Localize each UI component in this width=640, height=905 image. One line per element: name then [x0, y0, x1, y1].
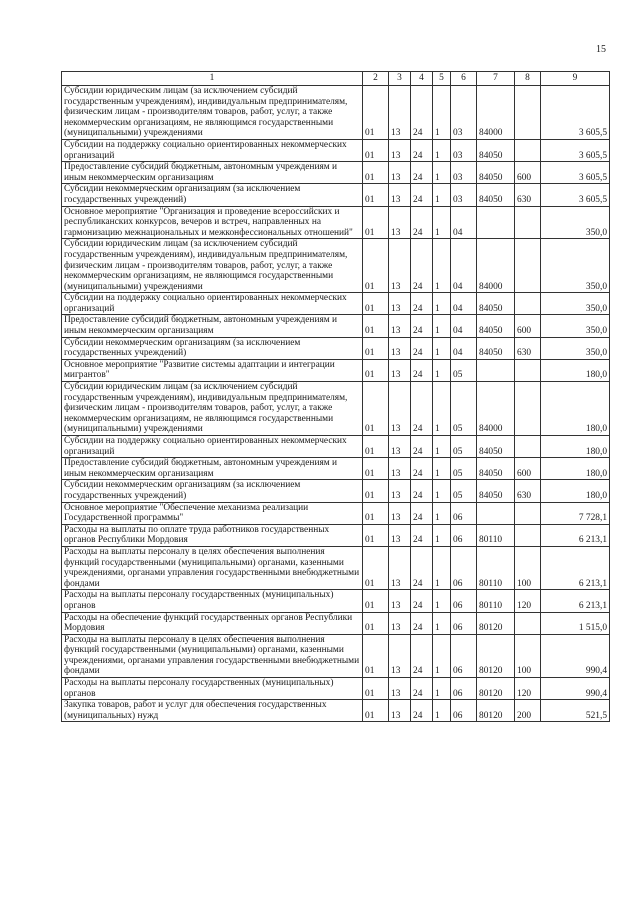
table-row — [62, 678, 610, 700]
subprogram-code: 1 — [433, 86, 451, 140]
expense-type-code: 630 — [515, 480, 541, 502]
expense-type-code: 630 — [515, 337, 541, 359]
direction-code: 80120 — [477, 612, 515, 634]
direction-code — [477, 502, 515, 524]
event-code: 05 — [451, 458, 477, 480]
subsection-code: 13 — [389, 458, 411, 480]
subsection-code: 13 — [389, 480, 411, 502]
section-code: 01 — [363, 139, 389, 161]
subsection-code: 13 — [389, 184, 411, 206]
column-header: 2 — [363, 72, 389, 86]
expense-type-code: 100 — [515, 546, 541, 589]
subprogram-code: 1 — [433, 337, 451, 359]
event-code: 06 — [451, 678, 477, 700]
row-description: Закупка товаров, работ и услуг для обеспечения государственных (муниципальных) нужд — [62, 700, 363, 722]
subprogram-code: 1 — [433, 315, 451, 337]
subsection-code: 13 — [389, 206, 411, 239]
subsection-code: 13 — [389, 86, 411, 140]
program-code: 24 — [411, 337, 433, 359]
row-description: Предоставление субсидий бюджетным, автономным учреждениям и иным некоммерческим организациям — [62, 162, 363, 184]
section-code: 01 — [363, 239, 389, 293]
amount: 521,5 — [541, 700, 610, 722]
direction-code: 80110 — [477, 546, 515, 589]
subprogram-code: 1 — [433, 359, 451, 381]
program-code: 24 — [411, 139, 433, 161]
event-code: 03 — [451, 184, 477, 206]
amount: 1 515,0 — [541, 612, 610, 634]
expense-type-code — [515, 359, 541, 381]
program-code: 24 — [411, 206, 433, 239]
row-description: Субсидии некоммерческим организациям (за исключением государственных учреждений) — [62, 184, 363, 206]
row-description: Субсидии на поддержку социально ориентированных некоммерческих организаций — [62, 293, 363, 315]
amount: 180,0 — [541, 480, 610, 502]
row-description: Основное мероприятие "Организация и проведение всероссийских и республиканских конкурсов, вечеров и встреч, направленных на гармонизацию межнациональных и межконфессиональных отношений" — [62, 206, 363, 239]
subprogram-code: 1 — [433, 634, 451, 677]
program-code: 24 — [411, 162, 433, 184]
section-code: 01 — [363, 524, 389, 546]
event-code: 06 — [451, 590, 477, 612]
section-code: 01 — [363, 502, 389, 524]
event-code: 04 — [451, 239, 477, 293]
event-code: 06 — [451, 612, 477, 634]
amount: 3 605,5 — [541, 184, 610, 206]
program-code: 24 — [411, 239, 433, 293]
direction-code: 80120 — [477, 634, 515, 677]
event-code: 04 — [451, 293, 477, 315]
event-code: 03 — [451, 86, 477, 140]
column-header: 3 — [389, 72, 411, 86]
table-header-row — [62, 72, 610, 86]
table-row — [62, 337, 610, 359]
section-code: 01 — [363, 634, 389, 677]
program-code: 24 — [411, 502, 433, 524]
program-code: 24 — [411, 524, 433, 546]
amount: 990,4 — [541, 634, 610, 677]
program-code: 24 — [411, 458, 433, 480]
expense-type-code: 120 — [515, 678, 541, 700]
direction-code: 84050 — [477, 139, 515, 161]
expense-type-code: 600 — [515, 162, 541, 184]
row-description: Субсидии юридическим лицам (за исключением субсидий государственным учреждениям), индивидуальным предпринимателям, физическим лицам - производителям товаров, работ, услуг, а также некоммерческим организациям, не являющимся государственными (муниципальными) учреждениями — [62, 382, 363, 436]
table-row — [62, 139, 610, 161]
subsection-code: 13 — [389, 293, 411, 315]
row-description: Субсидии юридическим лицам (за исключением субсидий государственным учреждениям), индивидуальным предпринимателям, физическим лицам - производителям товаров, работ, услуг, а также некоммерческим организациям, не являющимся государственными (муниципальными) учреждениями — [62, 86, 363, 140]
column-header: 1 — [62, 72, 363, 86]
amount: 180,0 — [541, 359, 610, 381]
column-header: 4 — [411, 72, 433, 86]
event-code: 06 — [451, 524, 477, 546]
expense-type-code — [515, 382, 541, 436]
direction-code — [477, 359, 515, 381]
row-description: Расходы на выплаты персоналу государственных (муниципальных) органов — [62, 678, 363, 700]
direction-code: 84050 — [477, 293, 515, 315]
row-description: Предоставление субсидий бюджетным, автономным учреждениям и иным некоммерческим организациям — [62, 315, 363, 337]
event-code: 03 — [451, 139, 477, 161]
subprogram-code: 1 — [433, 480, 451, 502]
section-code: 01 — [363, 293, 389, 315]
event-code: 03 — [451, 162, 477, 184]
table-row — [62, 206, 610, 239]
subsection-code: 13 — [389, 436, 411, 458]
program-code: 24 — [411, 436, 433, 458]
subprogram-code: 1 — [433, 590, 451, 612]
subsection-code: 13 — [389, 382, 411, 436]
column-header: 7 — [477, 72, 515, 86]
row-description: Субсидии на поддержку социально ориентированных некоммерческих организаций — [62, 436, 363, 458]
subprogram-code: 1 — [433, 382, 451, 436]
row-description: Субсидии некоммерческим организациям (за исключением государственных учреждений) — [62, 337, 363, 359]
table-row — [62, 700, 610, 722]
subsection-code: 13 — [389, 162, 411, 184]
direction-code: 84050 — [477, 162, 515, 184]
table-row — [62, 634, 610, 677]
subprogram-code: 1 — [433, 206, 451, 239]
section-code: 01 — [363, 546, 389, 589]
section-code: 01 — [363, 678, 389, 700]
subsection-code: 13 — [389, 524, 411, 546]
program-code: 24 — [411, 612, 433, 634]
amount: 7 728,1 — [541, 502, 610, 524]
row-description: Основное мероприятие "Обеспечение механизма реализации Государственной программы" — [62, 502, 363, 524]
subsection-code: 13 — [389, 359, 411, 381]
expense-type-code — [515, 502, 541, 524]
expense-type-code — [515, 436, 541, 458]
program-code: 24 — [411, 546, 433, 589]
program-code: 24 — [411, 590, 433, 612]
section-code: 01 — [363, 382, 389, 436]
program-code: 24 — [411, 359, 433, 381]
section-code: 01 — [363, 206, 389, 239]
row-description: Субсидии на поддержку социально ориентированных некоммерческих организаций — [62, 139, 363, 161]
event-code: 06 — [451, 634, 477, 677]
expense-type-code — [515, 86, 541, 140]
row-description: Субсидии юридическим лицам (за исключением субсидий государственным учреждениям), индивидуальным предпринимателям, физическим лицам - производителям товаров, работ, услуг, а также некоммерческим организациям, не являющимся государственными (муниципальными) учреждениями — [62, 239, 363, 293]
subprogram-code: 1 — [433, 139, 451, 161]
program-code: 24 — [411, 678, 433, 700]
amount: 6 213,1 — [541, 590, 610, 612]
amount: 3 605,5 — [541, 86, 610, 140]
subprogram-code: 1 — [433, 162, 451, 184]
event-code: 04 — [451, 206, 477, 239]
row-description: Основное мероприятие "Развитие системы адаптации и интеграции мигрантов" — [62, 359, 363, 381]
expense-type-code: 600 — [515, 315, 541, 337]
table-row — [62, 184, 610, 206]
subsection-code: 13 — [389, 239, 411, 293]
event-code: 04 — [451, 337, 477, 359]
budget-table — [61, 71, 610, 722]
direction-code: 84000 — [477, 382, 515, 436]
section-code: 01 — [363, 700, 389, 722]
direction-code: 84000 — [477, 239, 515, 293]
direction-code — [477, 206, 515, 239]
subprogram-code: 1 — [433, 524, 451, 546]
event-code: 06 — [451, 502, 477, 524]
event-code: 05 — [451, 436, 477, 458]
direction-code: 84050 — [477, 315, 515, 337]
amount: 180,0 — [541, 382, 610, 436]
row-description: Расходы на выплаты персоналу государственных (муниципальных) органов — [62, 590, 363, 612]
program-code: 24 — [411, 480, 433, 502]
row-description: Предоставление субсидий бюджетным, автономным учреждениям и иным некоммерческим организациям — [62, 458, 363, 480]
section-code: 01 — [363, 86, 389, 140]
subprogram-code: 1 — [433, 293, 451, 315]
column-header: 5 — [433, 72, 451, 86]
section-code: 01 — [363, 436, 389, 458]
amount: 3 605,5 — [541, 139, 610, 161]
event-code: 06 — [451, 546, 477, 589]
page-number: 15 — [596, 44, 606, 55]
expense-type-code — [515, 293, 541, 315]
amount: 350,0 — [541, 337, 610, 359]
direction-code: 84050 — [477, 184, 515, 206]
expense-type-code — [515, 524, 541, 546]
subsection-code: 13 — [389, 315, 411, 337]
expense-type-code — [515, 206, 541, 239]
table-row — [62, 86, 610, 140]
section-code: 01 — [363, 337, 389, 359]
direction-code: 80120 — [477, 700, 515, 722]
table-row — [62, 612, 610, 634]
section-code: 01 — [363, 359, 389, 381]
direction-code: 84050 — [477, 458, 515, 480]
section-code: 01 — [363, 315, 389, 337]
amount: 3 605,5 — [541, 162, 610, 184]
subprogram-code: 1 — [433, 700, 451, 722]
event-code: 05 — [451, 359, 477, 381]
program-code: 24 — [411, 293, 433, 315]
section-code: 01 — [363, 184, 389, 206]
table-row — [62, 480, 610, 502]
row-description: Расходы на обеспечение функций государственных органов Республики Мордовия — [62, 612, 363, 634]
subprogram-code: 1 — [433, 678, 451, 700]
expense-type-code: 600 — [515, 458, 541, 480]
section-code: 01 — [363, 612, 389, 634]
event-code: 04 — [451, 315, 477, 337]
subsection-code: 13 — [389, 139, 411, 161]
expense-type-code — [515, 239, 541, 293]
expense-type-code — [515, 139, 541, 161]
section-code: 01 — [363, 480, 389, 502]
direction-code: 84000 — [477, 86, 515, 140]
subsection-code: 13 — [389, 678, 411, 700]
table-row — [62, 359, 610, 381]
event-code: 06 — [451, 700, 477, 722]
direction-code: 84050 — [477, 480, 515, 502]
subprogram-code: 1 — [433, 436, 451, 458]
expense-type-code — [515, 612, 541, 634]
section-code: 01 — [363, 458, 389, 480]
table-row — [62, 436, 610, 458]
subsection-code: 13 — [389, 634, 411, 677]
program-code: 24 — [411, 634, 433, 677]
subsection-code: 13 — [389, 546, 411, 589]
amount: 350,0 — [541, 293, 610, 315]
table-row — [62, 293, 610, 315]
column-header: 8 — [515, 72, 541, 86]
table-row — [62, 546, 610, 589]
subprogram-code: 1 — [433, 546, 451, 589]
amount: 350,0 — [541, 315, 610, 337]
amount: 990,4 — [541, 678, 610, 700]
expense-type-code: 200 — [515, 700, 541, 722]
direction-code: 80110 — [477, 590, 515, 612]
program-code: 24 — [411, 184, 433, 206]
table-body — [62, 86, 610, 722]
table-row — [62, 382, 610, 436]
event-code: 05 — [451, 480, 477, 502]
expense-type-code: 630 — [515, 184, 541, 206]
row-description: Расходы на выплаты по оплате труда работников государственных органов Республики Мордовия — [62, 524, 363, 546]
subprogram-code: 1 — [433, 239, 451, 293]
subsection-code: 13 — [389, 337, 411, 359]
section-code: 01 — [363, 590, 389, 612]
event-code: 05 — [451, 382, 477, 436]
row-description: Субсидии некоммерческим организациям (за исключением государственных учреждений) — [62, 480, 363, 502]
amount: 6 213,1 — [541, 546, 610, 589]
table-row — [62, 239, 610, 293]
table-row — [62, 315, 610, 337]
expense-type-code: 100 — [515, 634, 541, 677]
amount: 180,0 — [541, 458, 610, 480]
direction-code: 84050 — [477, 337, 515, 359]
subsection-code: 13 — [389, 700, 411, 722]
row-description: Расходы на выплаты персоналу в целях обеспечения выполнения функций государственными (муниципальными) органами, казенными учреждениями, органами управления государственными внебюджетными фондами — [62, 634, 363, 677]
program-code: 24 — [411, 700, 433, 722]
row-description: Расходы на выплаты персоналу в целях обеспечения выполнения функций государственными (муниципальными) органами, казенными учреждениями, органами управления государственными внебюджетными фондами — [62, 546, 363, 589]
amount: 350,0 — [541, 206, 610, 239]
table-row — [62, 162, 610, 184]
table-row — [62, 502, 610, 524]
column-header: 9 — [541, 72, 610, 86]
program-code: 24 — [411, 315, 433, 337]
program-code: 24 — [411, 382, 433, 436]
subsection-code: 13 — [389, 590, 411, 612]
column-header: 6 — [451, 72, 477, 86]
subprogram-code: 1 — [433, 184, 451, 206]
table-row — [62, 458, 610, 480]
direction-code: 80120 — [477, 678, 515, 700]
direction-code: 84050 — [477, 436, 515, 458]
section-code: 01 — [363, 162, 389, 184]
amount: 180,0 — [541, 436, 610, 458]
subsection-code: 13 — [389, 502, 411, 524]
subsection-code: 13 — [389, 612, 411, 634]
subprogram-code: 1 — [433, 502, 451, 524]
amount: 350,0 — [541, 239, 610, 293]
amount: 6 213,1 — [541, 524, 610, 546]
table-row — [62, 524, 610, 546]
subprogram-code: 1 — [433, 458, 451, 480]
table-row — [62, 590, 610, 612]
expense-type-code: 120 — [515, 590, 541, 612]
direction-code: 80110 — [477, 524, 515, 546]
program-code: 24 — [411, 86, 433, 140]
subprogram-code: 1 — [433, 612, 451, 634]
